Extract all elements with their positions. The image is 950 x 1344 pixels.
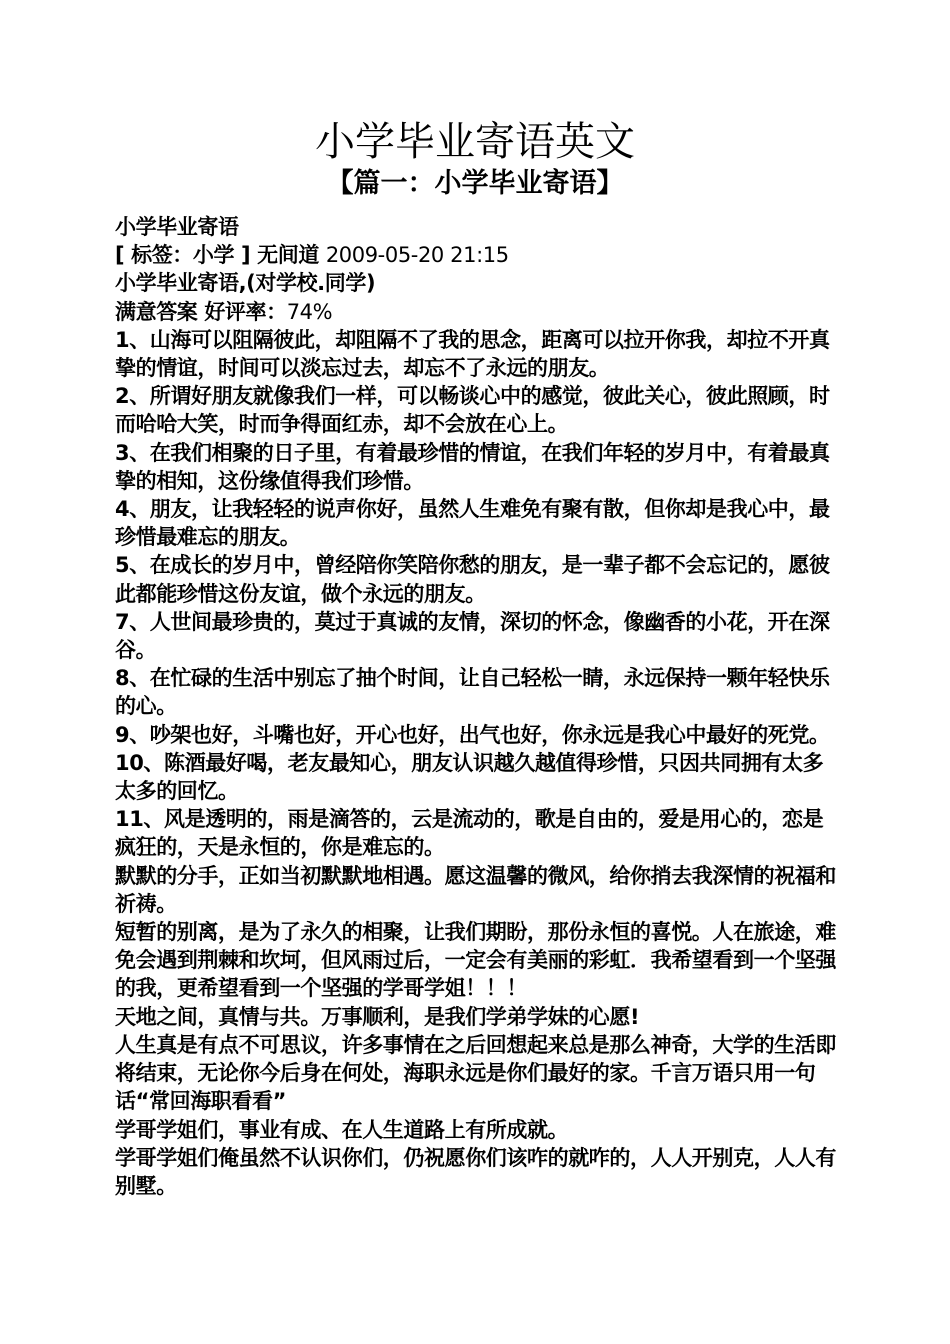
document-title: 小学毕业寄语英文 <box>315 119 635 165</box>
paragraph: 9、吵架也好，斗嘴也好，开心也好，出气也好，你永远是我心中最好的死党。 <box>115 722 830 747</box>
category-line: 小学毕业寄语,(对学校.同学) <box>115 271 376 296</box>
paragraph: 天地之间，真情与共。万事顺利，是我们学弟学妹的心愿! <box>115 1004 640 1029</box>
paragraph: 7、人世间最珍贵的，莫过于真诚的友情，深切的怀念，像幽香的小花，开在深谷。 <box>115 609 830 663</box>
answer-label: 满意答案 <box>115 299 205 324</box>
tag-line <box>115 241 843 269</box>
paragraph: 人生真是有点不可思议，许多事情在之后回想起来总是那么神奇，大学的生活即将结束，无论你今后身在何处，海职永远是你们最好的家。千言万语只用一句话“常回海职看看” <box>115 1032 836 1114</box>
paragraph: 2、所谓好朋友就像我们一样，可以畅谈心中的感觉，彼此关心，彼此照顾，时而哈哈大笑，时而争得面红赤，却不会放在心上。 <box>115 384 830 437</box>
article-heading: 小学毕业寄语 <box>115 215 239 239</box>
paragraph: 3、在我们相聚的日子里，有着最珍惜的情谊，在我们年轻的岁月中，有着最真挚的相知，这份缘值得我们珍惜。 <box>115 440 830 493</box>
paragraph: 1、山海可以阻隔彼此，却阻隔不了我的思念，距离可以拉开你我，却拉不开真挚的情谊，时间可以淡忘过去，却忘不了永远的朋友。 <box>115 327 830 381</box>
tag-prefix: [ 标签：小学 ] 无间道 <box>115 243 326 268</box>
paragraph: 8、在忙碌的生活中别忘了抽个时间，让自己轻松一睛，永远保持一颗年轻快乐的心。 <box>115 666 830 719</box>
paragraph: 学哥学姐们，事业有成、在人生道路上有所成就。 <box>115 1117 569 1142</box>
post-date: 2009-05-20 21:15 <box>325 243 509 268</box>
document-body <box>115 213 843 1200</box>
rating-label: 好评率： <box>204 299 287 324</box>
rating-line <box>115 298 843 326</box>
paragraph: 5、在成长的岁月中，曾经陪你笑陪你愁的朋友，是一辈子都不会忘记的，愿彼此都能珍惜这份友谊，做个永远的朋友。 <box>115 553 830 606</box>
paragraph: 11、风是透明的，雨是滴答的，云是流动的，歌是自由的，爱是用心的，恋是疯狂的，天是永恒的，你是难忘的。 <box>115 807 824 860</box>
paragraph: 短暂的别离，是为了永久的相聚，让我们期盼，那份永恒的喜悦。人在旅途，难免会遇到荆棘和坎坷，但风雨过后，一定会有美丽的彩虹．我希望看到一个坚强的我，更希望看到一个坚强的学哥学姐！！！ <box>115 920 836 1001</box>
paragraph: 学哥学姐们俺虽然不认识你们，仍祝愿你们该咋的就咋的，人人开别克，人人有别墅。 <box>115 1145 836 1198</box>
paragraph: 4、朋友，让我轻轻的说声你好，虽然人生难免有聚有散，但你却是我心中，最珍惜最难忘的朋友。 <box>115 497 830 550</box>
rating-value: 74% <box>286 299 333 324</box>
paragraph: 10、陈酒最好喝，老友最知心，朋友认识越久越值得珍惜，只因共同拥有太多太多的回忆。 <box>115 750 824 804</box>
paragraph: 默默的分手，正如当初默默地相遇。愿这温馨的微风，给你捎去我深情的祝福和祈祷。 <box>115 863 836 916</box>
document-subtitle: 【篇一：小学毕业寄语】 <box>326 168 624 199</box>
